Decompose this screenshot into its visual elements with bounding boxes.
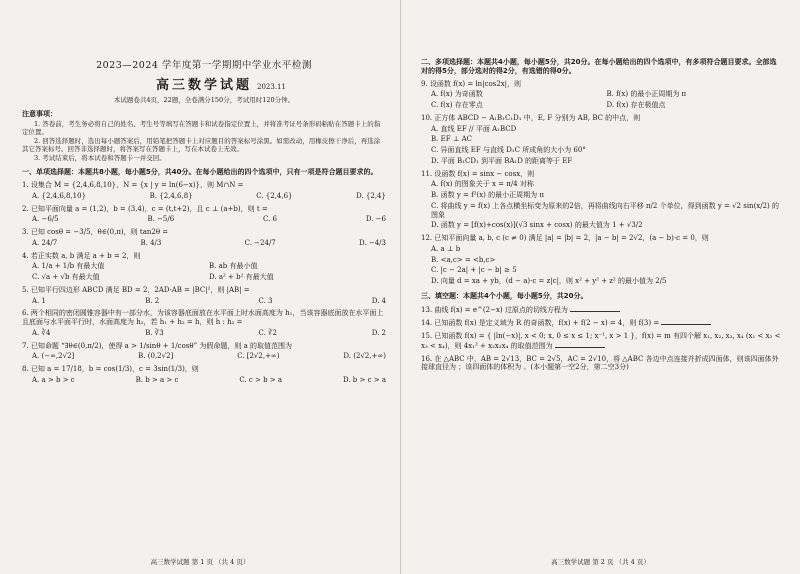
- option: A. {2,4,6,8,10}: [32, 191, 87, 200]
- option: C. [2√2,+∞): [237, 352, 280, 361]
- question-5-options: [22, 297, 386, 306]
- question-7: [22, 342, 386, 362]
- question-13: [421, 305, 782, 315]
- question-2-options: [22, 215, 386, 224]
- option: C. 异面直线 EF 与直线 D₁C 所成角的大小为 60°: [431, 146, 586, 154]
- question-10-options: [421, 125, 782, 166]
- question-1-stem: 1. 设集合 M = {2,4,6,8,10}，N = {x | y = ln(6−x)}，则 M∩N =: [22, 181, 244, 190]
- option: B. f(x) 的最小正周期为 π: [606, 90, 687, 99]
- question-3-options: [22, 239, 386, 248]
- question-10-stem: 10. 正方体 ABCD − A₁B₁C₁D₁ 中，E, F 分别为 AB, BC 的中点，则: [421, 113, 641, 122]
- option: B. (0,2√2]: [138, 352, 174, 361]
- option: A. a > b > c: [32, 375, 75, 384]
- option: A. 1: [32, 296, 46, 305]
- question-3-stem: 3. 已知 cosθ = −3/5，θ∈(0,π)，则 tan2θ =: [22, 228, 169, 237]
- page-2: [400, 0, 800, 574]
- answer-blank: [661, 318, 711, 325]
- page-1-footer: 高三数学试题 第 1 页 （共 4 页）: [150, 557, 250, 566]
- exam-title: 2023—2024 学年度第一学期期中学业水平检测: [96, 60, 312, 71]
- option: D. 4: [371, 296, 386, 305]
- option: A. (−∞,2√2]: [32, 352, 75, 361]
- question-15-stem: 15. 已知函数 f(x) = { |ln(−x)|, x < 0; x, 0 ≤ x ≤ 1; x⁻¹, x > 1 }，f(x) = m 有四个解 x₁, x₂, x₃, x₄ (x₁ < x₂ < x₃ < x₄)，则 4x₁² + x₂x₃x₄ 的取值范围为: [421, 332, 781, 350]
- option: C. ∛2: [258, 328, 277, 337]
- note-2: 2. 回答选择题时，选出每小题答案后，用铅笔把答题卡上对应题目的答案标号涂黑。如需改动，用橡皮擦干净后，再选涂其它答案标号。回答非选择题时，将答案写在答题卡上，写在本试卷上无效。: [22, 137, 381, 154]
- question-2-stem: 2. 已知平面向量 a = (1,2)，b = (3,4)，c = (t,t+2)，且 c ⊥ (a+b)，则 t =: [22, 204, 268, 213]
- option: C. −24/7: [244, 238, 276, 247]
- option: A. 直线 EF // 平面 A₁BCD: [431, 124, 517, 133]
- option: B. b > a > c: [135, 375, 179, 384]
- question-5-stem: 5. 已知平行四边形 ABCD 满足 BD = 2，2AD·AB = |BC|²，则 |AB| =: [22, 285, 250, 294]
- question-4-stem: 4. 若正实数 a, b 满足 a + b = 2，则: [22, 251, 141, 260]
- question-16: [421, 355, 782, 373]
- option: C. √a + √b 有最大值: [32, 273, 100, 282]
- option: C. |c − 2a| + |c − b| ≥ 5: [431, 266, 517, 275]
- question-14-stem: 14. 已知函数 f(x) 是定义域为 R 的奇函数，f(x) + f(2 − x) = 4，则 f(3) =: [421, 319, 660, 328]
- option: D. 平面 B₁CD₁ 到平面 BA₁D 的距离等于 EF: [431, 156, 573, 165]
- question-6: [22, 309, 386, 337]
- option: C. 3: [258, 296, 273, 305]
- option: D. 向量 d = xa + yb，(d − a)·c = z|c|，则 x² + y² + z² 的最小值为 2/5: [431, 277, 667, 285]
- option: B. {2,4,6,8}: [149, 191, 193, 200]
- option: A. 24/7: [32, 238, 58, 247]
- option: A. −6/5: [32, 215, 59, 224]
- option: B. EF ⊥ AC: [431, 135, 473, 144]
- note-3: 3. 考试结束后，将本试卷和答题卡一并交回。: [34, 154, 166, 163]
- option: D. −6: [365, 215, 386, 224]
- question-12: [421, 234, 782, 286]
- option: D. 2: [371, 328, 386, 337]
- question-4: [22, 252, 386, 282]
- option: B. −5/6: [147, 215, 175, 224]
- question-4-options: [22, 262, 386, 282]
- question-9-stem: 9. 设函数 f(x) = ln|cos2x|，则: [421, 79, 522, 88]
- question-7-options: [22, 352, 386, 361]
- option: B. 函数 y = f²(x) 的最小正周期为 π: [431, 191, 544, 199]
- option: A. 1/a + 1/b 有最大值: [32, 262, 105, 271]
- question-8: [22, 365, 386, 385]
- option: C. 将曲线 y = f(x) 上各点横坐标变为原来的2倍，再将曲线向右平移 π/2 个单位，得到函数 y = √2 sin(x/2) 的图象: [431, 201, 780, 219]
- question-1: [22, 181, 386, 201]
- section-3-heading: 三、填空题：本题共4个小题，每小题5分，共20分。: [421, 291, 588, 300]
- option: D. −4/3: [359, 238, 386, 247]
- option: C. f(x) 存在零点: [431, 101, 483, 109]
- answer-blank: [555, 341, 605, 348]
- question-11-options: [421, 180, 782, 230]
- question-8-options: [22, 376, 386, 385]
- question-14: [421, 318, 782, 328]
- question-7-stem: 7. 已知命题 “∃θ∈(0,π/2)，使得 a > 1/sinθ + 1/cosθ” 为假命题，则 a 的取值范围为: [22, 341, 293, 350]
- question-6-options: [22, 329, 386, 338]
- question-16-stem: 16. 在 △ABC 中，AB = 2√13，BC = 2√5，AC = 2√10，将 △ABC 各边中点连接并折成四面体，则该四面体外接球直径为 ；该四面体的体积为 。(本小题第一空2分，第二空3分): [421, 354, 779, 372]
- subject-title: 高三数学试题: [155, 77, 252, 93]
- question-12-stem: 12. 已知平面向量 a, b, c (c ≠ 0) 满足 |a| = |b| = 2，|a − b| = 2√2，(a − b)·c = 0，则: [421, 234, 709, 242]
- option: D. f(x) 存在极值点: [606, 101, 666, 109]
- question-5: [22, 286, 386, 306]
- option: B. 2: [145, 296, 160, 305]
- question-9-options: [421, 90, 782, 110]
- option: A. f(x) 的图象关于 x = π/4 对称: [431, 180, 534, 189]
- option: D. {2,4}: [356, 191, 386, 200]
- question-13-stem: 13. 曲线 f(x) = e^(2−x) 过原点的切线方程为: [421, 305, 568, 314]
- exam-meta: 本试题卷共4页，22题，全卷满分150分，考试用时120分钟。: [113, 95, 295, 104]
- question-15: [421, 332, 782, 351]
- option: B. 4/3: [140, 238, 162, 247]
- answer-blank: [570, 305, 620, 312]
- option: A. f(x) 为奇函数: [431, 90, 483, 99]
- option: D. (2√2,+∞): [343, 352, 386, 361]
- question-3: [22, 228, 386, 248]
- option: D. a² + b² 有最大值: [209, 273, 274, 282]
- section-2-heading: 二、多项选择题：本题共4小题，每小题5分，共20分。在每小题给出的四个选项中，有多项符合题目要求。全部选对的得5分，部分选对的得2分，有选错的得0分。: [421, 58, 777, 75]
- question-12-options: [421, 245, 782, 286]
- question-6-stem: 6. 两个相同的密闭圆锥容器中有一部分水，为该容器底面放在水平面上时水面高度为 h₁，当该容器底面放在水平面上且底面与水平面平行时，水面高度为 h₂，若 h₁ + h₂ = h，则 h : h₂ =: [22, 309, 384, 327]
- subject-row: [22, 78, 386, 94]
- option: B. <a,c> = <b,c>: [431, 255, 496, 264]
- option: B. ∛3: [145, 328, 164, 337]
- question-11: [421, 170, 782, 231]
- option: B. ab 有最小值: [209, 262, 258, 271]
- page-2-footer: 高三数学试题 第 2 页 （共 4 页）: [551, 557, 650, 566]
- option: D. b > c > a: [342, 375, 386, 384]
- option: C. {2,4,6}: [256, 191, 293, 200]
- question-2: [22, 205, 386, 225]
- option: A. ∛4: [32, 328, 51, 337]
- section-1-heading: 一、单项选择题：本题共8小题，每小题5分，共40分。在每小题给出的四个选项中，只有一项是符合题目要求的。: [22, 168, 378, 177]
- question-9: [421, 80, 782, 110]
- exam-date: 2023.11: [257, 82, 286, 91]
- note-1: 1. 答卷前，考生务必将自己的姓名、考生号等填写在答题卡和试卷指定位置上，并将准考证号条形码粘贴在答题卡上的指定位置。: [22, 119, 381, 136]
- question-8-stem: 8. 已知 a = 17/18，b = cos(1/3)，c = 3sin(1/3)，则: [22, 365, 199, 374]
- option: C. c > b > a: [239, 375, 283, 384]
- question-11-stem: 11. 设函数 f(x) = sinx − cosx，则: [421, 169, 535, 178]
- notes-title: 注意事项：: [22, 110, 57, 118]
- option: A. a ⊥ b: [431, 244, 461, 253]
- option: D. 函数 y = [f(x)+cos(x)](√3 sinx + cosx) 的最大值为 1 + √3/2: [431, 221, 643, 230]
- question-10: [421, 114, 782, 166]
- option: C. 6: [263, 215, 278, 224]
- question-1-options: [22, 192, 386, 201]
